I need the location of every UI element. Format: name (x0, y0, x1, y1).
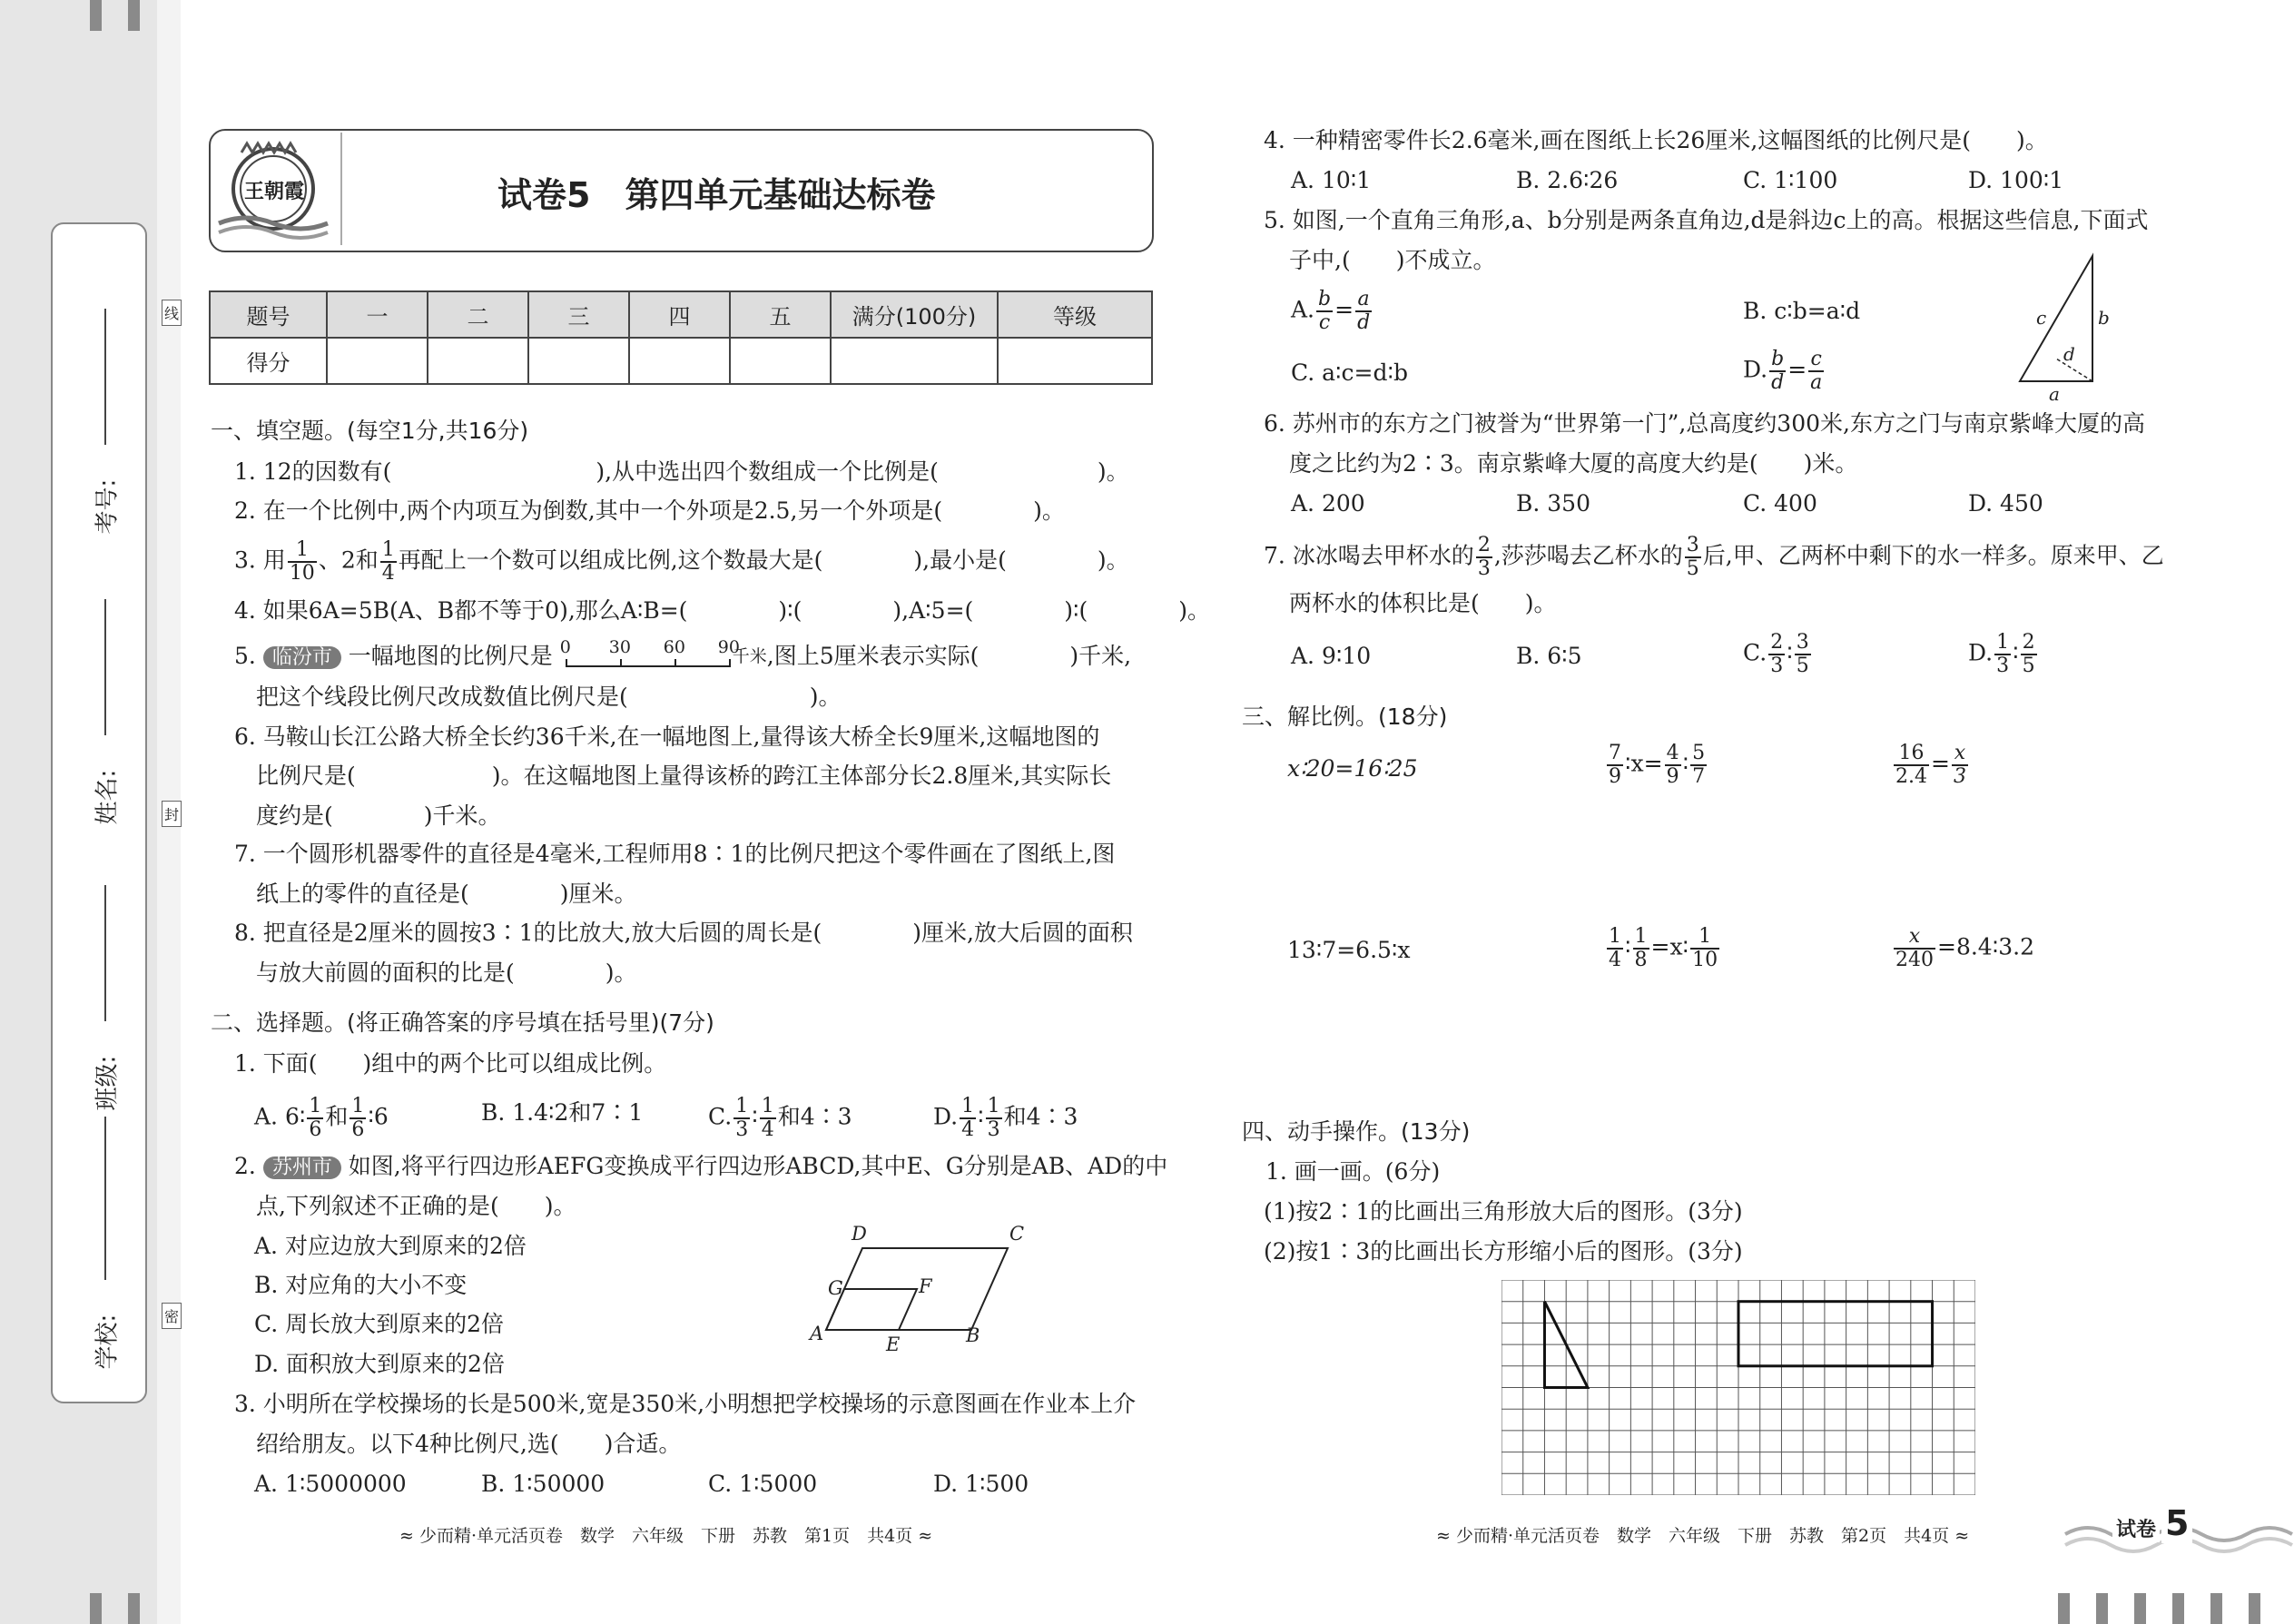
fraction: $\frac{3}{5}$ (1796, 631, 1809, 677)
fraction: $\frac{1}{4}$ (1609, 925, 1621, 971)
s1-q3: 3. 用 $\frac{1}{10}$ 、2和 $\frac{1}{4}$ 再配上一个数可以组成比例,这个数最大是( ),最小是( )。 (234, 538, 1129, 585)
s1-q1: 1. 12的因数有( ),从中选出四个数组成一个比例是( )。 (234, 458, 1129, 485)
s2-q1-option-a[interactable]: A. 6∶ $\frac{1}{6}$ 和 $\frac{1}{6}$ ∶6 (254, 1095, 389, 1141)
badge-number: 5 (2161, 1503, 2192, 1543)
score-input-cell[interactable] (629, 338, 730, 384)
s1-q7-line2: 纸上的零件的直径是( )厘米。 (256, 881, 637, 907)
score-input-cell[interactable] (998, 338, 1152, 384)
bottom-stripe (2096, 1593, 2108, 1624)
figure-label: D (852, 1223, 867, 1245)
top-stripe (90, 0, 102, 31)
s2-q3-option-b[interactable]: B. 1∶50000 (481, 1471, 605, 1497)
r-q4-option-c[interactable]: C. 1∶100 (1743, 167, 1838, 193)
footer-right: ≈ 少而精·单元活页卷 数学 六年级 下册 苏教 第2页 共4页 ≈ (1436, 1526, 1970, 1546)
score-table-row (210, 338, 1152, 384)
fraction: $\frac{1}{6}$ (351, 1095, 365, 1141)
s2-q3-line1: 3. 小明所在学校操场的长是500米,宽是350米,小明想把学校操场的示意图画在作业本上介 (234, 1391, 1137, 1417)
s1-q6-line2: 比例尺是( )。在这幅地图上量得该桥的跨江主体部分长2.8厘米,其实际长 (256, 763, 1112, 789)
fraction: $\frac{7}{9}$ (1609, 742, 1621, 788)
r-q7-option-b[interactable]: B. 6∶5 (1516, 643, 1582, 669)
r-q5-line1: 5. 如图,一个直角三角形,a、b分别是两条直角边,d是斜边c上的高。根据这些信息,下面式 (1264, 207, 2149, 233)
s1-q5-line2: 把这个线段比例尺改成数值比例尺是( )。 (256, 684, 842, 710)
bottom-stripe (90, 1593, 102, 1624)
region-tag: 苏州市 (263, 1156, 341, 1179)
right-triangle-figure (2011, 252, 2120, 407)
fraction: $\frac{c}{a}$ (1810, 348, 1823, 394)
section4-title: 四、动手操作。(13分) (1242, 1118, 1471, 1145)
r-q7-option-a[interactable]: A. 9∶10 (1291, 643, 1372, 669)
s2-q3-line2: 绍给朋友。以下4种比例尺,选( )合适。 (256, 1431, 682, 1457)
fraction: $\frac{4}{9}$ (1666, 742, 1679, 788)
bottom-stripe (128, 1593, 140, 1624)
s2-q1: 1. 下面( )组中的两个比可以组成比例。 (234, 1050, 667, 1077)
s2-q2-option-b[interactable]: B. 对应角的大小不变 (254, 1272, 468, 1298)
bottom-stripe (2134, 1593, 2146, 1624)
fraction: $\frac{2}{3}$ (1477, 534, 1491, 580)
badge-label: 试卷 (2112, 1514, 2160, 1542)
drawing-grid[interactable] (1501, 1280, 1975, 1495)
s3-eq6: $\frac{x}{240}$ =8.4∶3.2 (1895, 925, 2034, 971)
s4-q1b: (2)按1∶3的比画出长方形缩小后的图形。(3分) (1264, 1238, 1743, 1265)
s2-q3-option-a[interactable]: A. 1∶5000000 (254, 1471, 407, 1497)
name-label: 姓名: (94, 769, 122, 825)
binding-mark-seal: 封 (162, 801, 182, 827)
r-q6-option-c[interactable]: C. 400 (1743, 490, 1817, 517)
fraction: $\frac{1}{4}$ (761, 1095, 774, 1141)
figure-label: A (810, 1323, 824, 1344)
s3-eq5: $\frac{1}{4}$ ∶ $\frac{1}{8}$ =x∶ $\frac{1}{10}$ (1609, 925, 1718, 971)
s1-q2: 2. 在一个比例中,两个内项互为倒数,其中一个外项是2.5,另一个外项是( )。 (234, 497, 1065, 524)
fraction: $\frac{1}{10}$ (289, 538, 315, 585)
score-input-cell[interactable] (831, 338, 998, 384)
class-field[interactable] (87, 885, 123, 1111)
s3-eq3: $\frac{16}{2.4}$ = $\frac{x}{3}$ (1895, 742, 1966, 788)
figure-label: a (2049, 383, 2060, 405)
r-q5-option-b[interactable]: B. c∶b=a∶d (1743, 298, 1861, 324)
student-id-label: 考号: (94, 478, 122, 535)
s1-q8-line2: 与放大前圆的面积的比是( )。 (256, 960, 637, 986)
s2-q1-option-b[interactable]: B. 1.4∶2和7∶1 (481, 1099, 644, 1126)
bottom-stripe (2172, 1593, 2184, 1624)
r-q5-option-c[interactable]: C. a∶c=d∶b (1291, 359, 1409, 386)
bottom-stripe (2249, 1593, 2260, 1624)
s2-q3-option-d[interactable]: D. 1∶500 (933, 1471, 1029, 1497)
class-label: 班级: (94, 1055, 122, 1111)
score-header-cell: 三 (528, 291, 629, 338)
fraction: $\frac{1}{3}$ (987, 1095, 1000, 1141)
s2-q1-option-d[interactable]: D. $\frac{1}{4}$ ∶ $\frac{1}{3}$ 和4∶3 (933, 1095, 1078, 1141)
figure-label: c (2036, 307, 2047, 329)
line-scale: 0 30 60 90 (560, 645, 733, 672)
s2-q2-line1: 2. 苏州市 如图,将平行四边形AEFG变换成平行四边形ABCD,其中E、G分别是AB、AD的中 (234, 1153, 1168, 1179)
r-q6-option-a[interactable]: A. 200 (1291, 490, 1365, 517)
r-q6-line2: 度之比约为2∶3。南京紫峰大厦的高度大约是( )米。 (1289, 450, 1858, 477)
fraction: $\frac{b}{c}$ (1318, 288, 1332, 334)
score-header-cell: 二 (428, 291, 528, 338)
r-q7-option-c[interactable]: C. $\frac{2}{3}$ ∶ $\frac{3}{5}$ (1743, 631, 1809, 677)
score-header-cell: 一 (327, 291, 428, 338)
section2-title: 二、选择题。(将正确答案的序号填在括号里)(7分) (211, 1009, 714, 1036)
s1-q6-line1: 6. 马鞍山长江公路大桥全长约36千米,在一幅地图上,量得该大桥全长9厘米,这幅地图的 (234, 723, 1100, 750)
fraction: $\frac{x}{240}$ (1895, 925, 1934, 971)
school-label: 学校: (94, 1314, 122, 1370)
score-header-cell: 四 (629, 291, 730, 338)
s2-q2-option-d[interactable]: D. 面积放大到原来的2倍 (254, 1351, 505, 1377)
score-input-cell[interactable] (528, 338, 629, 384)
figure-label: C (1009, 1223, 1025, 1245)
s4-q1: 1. 画一画。(6分) (1265, 1158, 1441, 1185)
logo-text: 王朝霞 (243, 180, 304, 203)
fraction: $\frac{1}{8}$ (1634, 925, 1648, 971)
grid-rectangle (1738, 1302, 1933, 1366)
r-q4-option-d[interactable]: D. 100∶1 (1968, 167, 2064, 193)
fraction: $\frac{x}{3}$ (1953, 742, 1966, 788)
s2-q2-option-a[interactable]: A. 对应边放大到原来的2倍 (254, 1233, 527, 1259)
figure-label: d (2063, 343, 2075, 365)
s3-eq1: x∶20=16∶25 (1287, 755, 1418, 782)
r-q5-option-a[interactable]: A. $\frac{b}{c}$ = $\frac{a}{d}$ (1291, 288, 1371, 334)
r-q7-option-d[interactable]: D. $\frac{1}{3}$ ∶ $\frac{2}{5}$ (1968, 631, 2035, 677)
fraction: $\frac{16}{2.4}$ (1895, 742, 1927, 788)
region-tag: 临汾市 (263, 646, 341, 669)
fraction: $\frac{5}{7}$ (1692, 742, 1706, 788)
bottom-stripe (2210, 1593, 2222, 1624)
top-stripe (128, 0, 140, 31)
s2-q2-option-c[interactable]: C. 周长放大到原来的2倍 (254, 1311, 505, 1337)
page-title: 试卷5 第四单元基础达标卷 (497, 175, 936, 215)
parallelogram-figure (799, 1223, 1035, 1357)
fraction: $\frac{1}{4}$ (381, 538, 395, 585)
student-id-field[interactable] (87, 309, 123, 535)
r-q7-line2: 两杯水的体积比是( )。 (1289, 590, 1557, 616)
figure-label: G (828, 1277, 843, 1299)
score-input-cell[interactable] (730, 338, 831, 384)
score-header-cell: 题号 (210, 291, 327, 338)
fraction: $\frac{a}{d}$ (1357, 288, 1371, 334)
score-input-cell[interactable] (428, 338, 528, 384)
r-q6-line1: 6. 苏州市的东方之门被誉为“世界第一门”,总高度约300米,东方之门与南京紫峰大厦的高 (1264, 410, 2145, 437)
score-input-cell[interactable] (327, 338, 428, 384)
r-q4: 4. 一种精密零件长2.6毫米,画在图纸上长26厘米,这幅图纸的比例尺是( )。 (1264, 127, 2048, 153)
bottom-stripe (2058, 1593, 2070, 1624)
fraction: $\frac{1}{6}$ (309, 1095, 322, 1141)
publisher-logo (214, 134, 341, 243)
r-q7-line1: 7. 冰冰喝去甲杯水的 $\frac{2}{3}$ ,莎莎喝去乙杯水的 $\frac{3}{5}$ 后,甲、乙两杯中剩下的水一样多。原来甲、乙 (1264, 534, 2164, 580)
fraction: $\frac{1}{3}$ (735, 1095, 749, 1141)
r-q4-option-b[interactable]: B. 2.6∶26 (1516, 167, 1619, 193)
score-table-header-row (210, 291, 1152, 338)
s3-eq4: 13∶7=6.5∶x (1287, 937, 1411, 963)
name-field[interactable] (87, 599, 123, 825)
figure-label: B (966, 1324, 980, 1346)
fraction: $\frac{1}{3}$ (1996, 631, 2010, 677)
s1-q6-line3: 度约是( )千米。 (256, 802, 501, 829)
footer-left: ≈ 少而精·单元活页卷 数学 六年级 下册 苏教 第1页 共4页 ≈ (399, 1526, 933, 1546)
binding-mark-secret: 密 (162, 1303, 182, 1329)
fraction: $\frac{1}{4}$ (961, 1095, 975, 1141)
score-table (209, 290, 1153, 385)
figure-label: F (919, 1275, 932, 1297)
page-badge (2056, 1498, 2294, 1561)
s1-q8-line1: 8. 把直径是2厘米的圆按3∶1的比放大,放大后圆的周长是( )厘米,放大后圆的面积 (234, 920, 1133, 946)
s4-q1a: (1)按2∶1的比画出三角形放大后的图形。(3分) (1264, 1198, 1743, 1225)
r-q4-option-a[interactable]: A. 10∶1 (1291, 167, 1372, 193)
figure-label: E (886, 1334, 901, 1355)
score-header-cell: 五 (730, 291, 831, 338)
fraction: $\frac{2}{5}$ (2022, 631, 2035, 677)
r-q6-option-d[interactable]: D. 450 (1968, 490, 2043, 517)
r-q5-option-d[interactable]: D. $\frac{b}{d}$ = $\frac{c}{a}$ (1743, 348, 1823, 394)
s2-q3-option-c[interactable]: C. 1∶5000 (708, 1471, 818, 1497)
section3-title: 三、解比例。(18分) (1242, 704, 1448, 730)
s3-eq2: $\frac{7}{9}$ ∶x= $\frac{4}{9}$ ∶ $\frac{5}{7}$ (1609, 742, 1706, 788)
binding-mark-line: 线 (162, 300, 182, 326)
score-header-cell: 等级 (998, 291, 1152, 338)
r-q5-line2: 子中,( )不成立。 (1289, 247, 1496, 273)
r-q6-option-b[interactable]: B. 350 (1516, 490, 1590, 517)
fraction: $\frac{1}{10}$ (1692, 925, 1718, 971)
figure-label: b (2098, 307, 2110, 329)
s1-q5: 5. 临汾市 一幅地图的比例尺是 0 30 60 90 $^{千米}$,图上5厘米表示实际( )千米, (234, 643, 1131, 672)
s2-q2-line2: 点,下列叙述不正确的是( )。 (256, 1193, 576, 1219)
school-field[interactable] (87, 1117, 123, 1370)
section1-title: 一、填空题。(每空1分,共16分) (211, 418, 529, 444)
s1-q7-line1: 7. 一个圆形机器零件的直径是4毫米,工程师用8∶1的比例尺把这个零件画在了图纸上,图 (234, 841, 1116, 867)
score-header-cell: 满分(100分) (831, 291, 998, 338)
grid-svg (1501, 1280, 1975, 1495)
fraction: $\frac{2}{3}$ (1770, 631, 1784, 677)
s2-q1-option-c[interactable]: C. $\frac{1}{3}$ ∶ $\frac{1}{4}$ 和4∶3 (708, 1095, 852, 1141)
fraction: $\frac{b}{d}$ (1771, 348, 1785, 394)
score-row-label: 得分 (210, 338, 327, 384)
s1-q4: 4. 如果6A=5B(A、B都不等于0),那么A∶B=( )∶( ),A∶5=( )∶( )。 (234, 597, 1211, 624)
fraction: $\frac{3}{5}$ (1686, 534, 1699, 580)
